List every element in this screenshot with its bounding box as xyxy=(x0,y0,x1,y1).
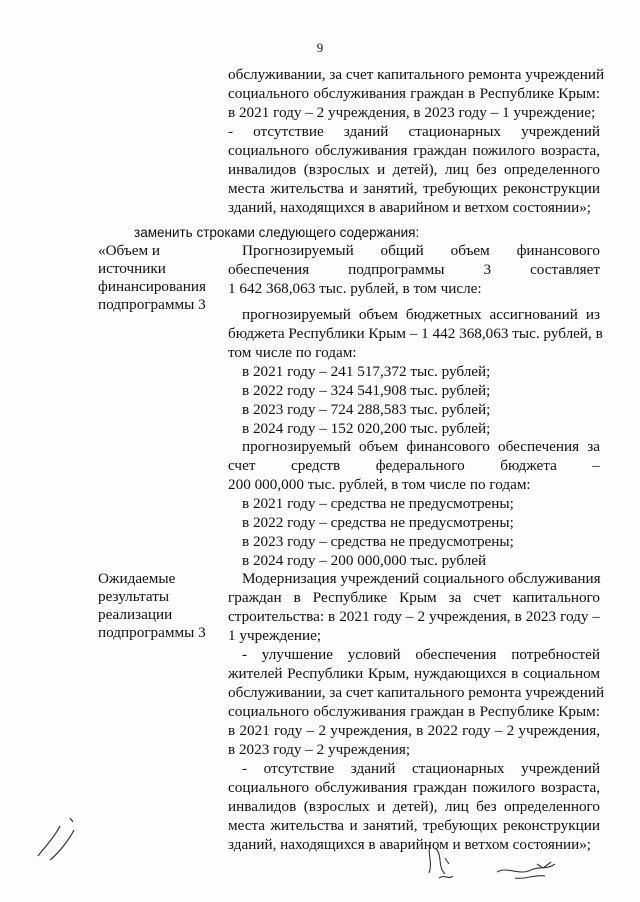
margin-initials-mark xyxy=(30,808,90,864)
financing-label-line: подпрограммы 3 xyxy=(98,296,206,313)
text-line: 1 642 368,063 тыс. рублей, в том числе: xyxy=(228,280,482,297)
text-line: в 2023 году – 2 учреждения; xyxy=(228,741,411,758)
text-line: том числе по годам: xyxy=(228,344,357,361)
text-line: - улучшение условий обеспечения потребностей xyxy=(242,646,600,663)
financing-label-line: финансирования xyxy=(98,278,206,295)
replacement-intro: заменить строками следующего содержания: xyxy=(134,225,420,240)
text-line: 200 000,000 тыс. рублей, в том числе по годам: xyxy=(228,476,531,493)
text-line: в 2023 году – средства не предусмотрены; xyxy=(242,533,514,550)
text-line: прогнозируемый объем финансового обеспечения за xyxy=(242,438,600,455)
text-line: обеспечения подпрограммы 3 составляет xyxy=(228,261,600,278)
results-label-line: реализации xyxy=(98,606,173,623)
text-line: строительства: в 2021 году – 2 учреждения, в 2023 году – xyxy=(228,608,600,625)
text-line: в 2021 году – 2 учреждения, в 2023 году – 1 учреждение; xyxy=(228,104,596,121)
text-line: обслуживании, за счет капитального ремонта учреждений xyxy=(228,684,605,701)
financing-label-line: источники xyxy=(98,260,166,277)
text-line: 1 учреждение; xyxy=(228,627,322,644)
text-line: жителей Республики Крым, нуждающихся в социальном xyxy=(228,665,600,682)
text-line: в 2022 году – 324 541,908 тыс. рублей; xyxy=(242,382,491,399)
results-label-line: подпрограммы 3 xyxy=(98,624,206,641)
text-line: социального обслуживания граждан пожилого возраста, xyxy=(228,142,600,159)
text-line: - отсутствие зданий стационарных учреждений xyxy=(242,760,600,777)
text-line: инвалидов (взрослых и детей), лиц без определенного xyxy=(228,798,600,815)
results-label xyxy=(98,570,206,642)
text-line: граждан в Республике Крым за счет капитального xyxy=(228,589,600,606)
financing-label xyxy=(98,242,206,314)
results-label-line: результаты xyxy=(98,588,170,605)
financing-label-line: «Объем и xyxy=(98,242,161,259)
text-line: места жительства и занятий, требующих реконструкции xyxy=(228,180,600,197)
text-line: в 2022 году – средства не предусмотрены; xyxy=(242,514,514,531)
text-line: в 2023 году – 724 288,583 тыс. рублей; xyxy=(242,401,491,418)
text-line: - отсутствие зданий стационарных учреждений xyxy=(228,123,600,140)
text-line: обслуживании, за счет капитального ремонта учреждений xyxy=(228,66,605,83)
text-line: социального обслуживания граждан пожилого возраста, xyxy=(228,779,600,796)
text-line: места жительства и занятий, требующих реконструкции xyxy=(228,817,600,834)
text-line: в 2021 году – средства не предусмотрены; xyxy=(242,495,514,512)
text-line: в 2024 году – 200 000,000 тыс. рублей xyxy=(242,552,487,569)
text-line: в 2021 году – 2 учреждения, в 2022 году – 2 учреждения, xyxy=(228,722,600,739)
signature-mark xyxy=(405,828,580,893)
text-line: инвалидов (взрослых и детей), лиц без определенного xyxy=(228,161,600,178)
text-line: счет средств федерального бюджета – xyxy=(228,457,600,474)
results-label-line: Ожидаемые xyxy=(98,570,176,587)
text-line: социального обслуживания граждан в Республике Крым: xyxy=(228,85,600,102)
text-line: зданий, находящихся в аварийном и ветхом состоянии»; xyxy=(228,199,592,216)
page-number: 9 xyxy=(316,40,324,55)
text-line: зданий, находящихся в аварийном и ветхом состоянии»; xyxy=(228,836,592,853)
text-line: в 2021 году – 241 517,372 тыс. рублей; xyxy=(242,363,491,380)
text-line: Прогнозируемый общий объем финансового xyxy=(242,242,600,259)
text-line: социального обслуживания граждан в Республике Крым: xyxy=(228,703,600,720)
text-line: Модернизация учреждений социального обслуживания xyxy=(242,570,601,587)
text-line: прогнозируемый объем бюджетных ассигнований из xyxy=(242,306,600,323)
text-line: бюджета Республики Крым – 1 442 368,063 тыс. рублей, в xyxy=(228,325,603,342)
text-line: в 2024 году – 152 020,200 тыс. рублей; xyxy=(242,420,491,437)
